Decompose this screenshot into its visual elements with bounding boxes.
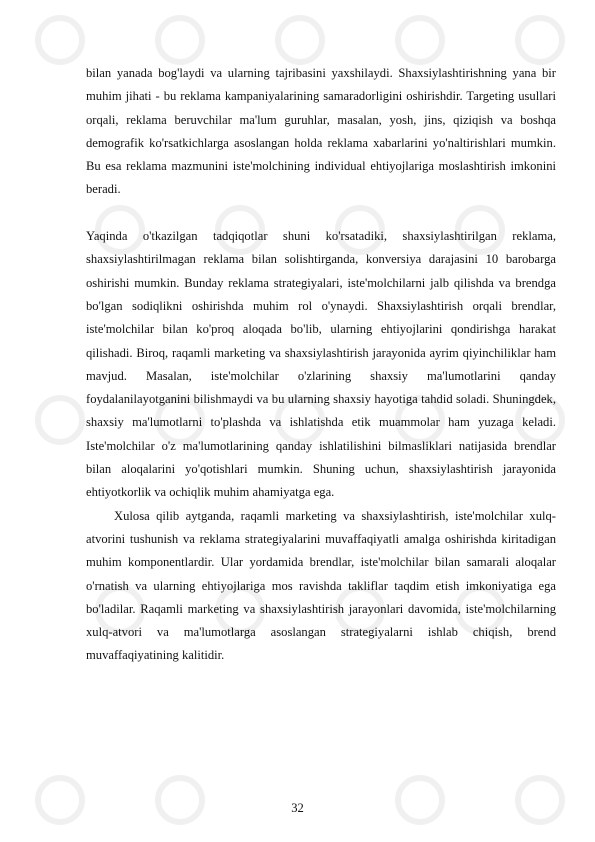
- paragraph-spacer: [86, 202, 556, 225]
- paragraph-2: Yaqinda o'tkazilgan tadqiqotlar shuni ko'rsatadiki, shaxsiylashtirilgan reklama, shaxsiylashtirilmagan reklama bilan solishtirganda, konversiya darajasini 10 barobarga oshirishi mumkin. Bunday reklama strategiyalari, iste'molchilarni jalb qilishda va brendga bo'lgan sodiqlikni oshirishda muhim rol o'ynaydi. Shaxsiylashtirish orqali brendlar, iste'molchilar bilan ko'proq aloqada bo'lib, ularning ehtiyojlarini qondirishga harakat qilishadi. Biroq, raqamli marketing va shaxsiylashtirish jarayonida ayrim qiyinchiliklar ham mavjud. Masalan, iste'molchilar o'zlarining shaxsiy ma'lumotlarini qanday foydalanilayotganini bilishmaydi va bu ularning shaxsiy hayotiga tahdid soladi. Shuningdek, shaxsiy ma'lumotlarni to'plashda va ishlatishda etik muammolar ham yuzaga keladi. Iste'molchilar o'z ma'lumotlarining qanday ishlatilishini bilmasliklari natijasida brendlar bilan aloqalarini yo'qotishlari mumkin. Shuning uchun, shaxsiylashtirish jarayonida ehtiyotkorlik va ochiqlik muhim ahamiyatga ega.: [86, 229, 556, 500]
- page-number: 32: [291, 801, 304, 815]
- paragraph-3: Xulosa qilib aytganda, raqamli marketing va shaxsiylashtirish, iste'molchilar xulq-atvorini tushunish va reklama strategiyalarini muvaffaqiyatli amalga oshirishda kiritadigan muhim komponentlardir. Ular yordamida brendlar, iste'molchilar bilan samarali aloqalar o'rnatish va ularning ehtiyojlariga mos ravishda takliflar taqdim etish imkoniyatiga ega bo'ladilar. Raqamli marketing va shaxsiylashtirish jarayonlari davomida, iste'molchilarning xulq-atvori va ma'lumotlarga asoslangan strategiyalarni ishlab chiqish, brend muvaffaqiyatining kalitidir.: [86, 508, 556, 663]
- paragraph-1: bilan yanada bog'laydi va ularning tajribasini yaxshilaydi. Shaxsiylashtirishning yana bir muhim jihati - bu reklama kampaniyalarining samaradorligini oshirishdir. Targeting usullari orqali, reklama beruvchilar ma'lum guruhlar, masalan, yosh, jins, qiziqish va boshqa demografik ko'rsatkichlarga asoslangan holda reklama xabarlarini yo'naltirishlari mumkin. Bu esa reklama mazmunini iste'molchining individual ehtiyojlariga moslashtirish imkonini beradi.: [86, 66, 556, 197]
- document-body: [86, 62, 556, 668]
